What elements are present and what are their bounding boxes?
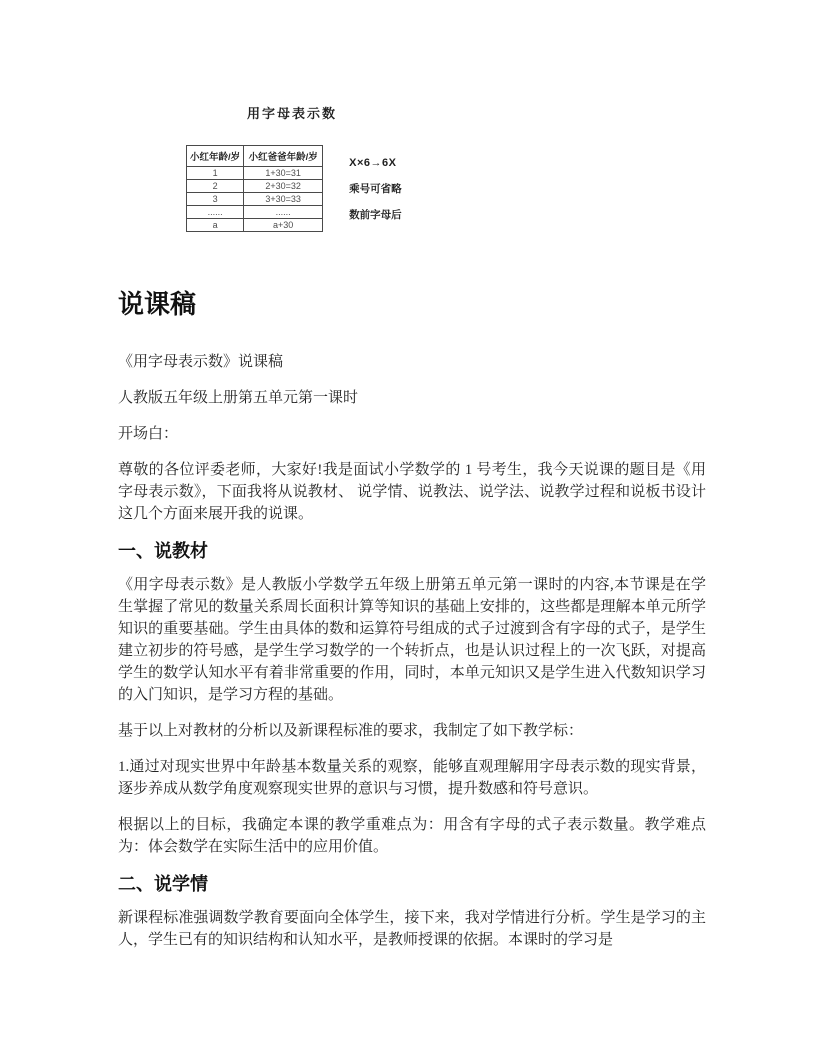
table-row (187, 167, 323, 180)
paragraph-material-2: 基于以上对教材的分析以及新课程标准的要求，我制定了如下教学标： (118, 723, 584, 739)
annotation-line: 乘号可省略 (349, 183, 402, 195)
table-cell: 1+30=31 (244, 167, 323, 180)
board-annotations (349, 157, 402, 233)
table-row (187, 180, 323, 193)
table-cell: 2 (187, 180, 244, 193)
table-row (187, 219, 323, 232)
paragraph-material-1: 《用字母表示数》是人教版小学数学五年级上册第五单元第一课时的内容,本节课是在学生掌握了常见的数量关系周长面积计算等知识的基础上安排的，这些都是理解本单元所学知识的重要基础。学生由具体的数和运算符号组成的式子过渡到含有字母的式子，是学生建立初步的符号感，是学生学习数学的一个转折点，也是认识过程上的一次飞跃，对提高学生的数学认知水平有着非常重要的作用，同时，本单元知识又是学生进入代数知识学习的入门知识，是学习方程的基础。 (118, 577, 706, 703)
paragraph-edition: 人教版五年级上册第五单元第一课时 (118, 390, 359, 406)
paragraph-learners-1: 新课程标准强调数学教育要面向全体学生，接下来，我对学情进行分析。学生是学习的主人，学生已有的知识结构和认知水平，是教师授课的依据。本课时的学习是 (118, 910, 706, 948)
paragraph-subtitle: 《用字母表示数》说课稿 (118, 354, 284, 370)
annotation-formula: X×6→6X (349, 157, 397, 169)
paragraph-opening-text: 尊敬的各位评委老师，大家好!我是面试小学数学的 1 号考生，我今天说课的题目是《用字母表示数》，下面我将从说教材、 说学情、说教法、说学法、说教学过程和说板书设计这几个方面来展开我的说课。 (118, 462, 706, 522)
table-row (187, 206, 323, 219)
document-title: 说课稿 (118, 289, 197, 319)
table-cell: ...... (187, 206, 244, 219)
annotation-line: 数前字母后 (349, 209, 402, 221)
table-cell: ...... (244, 206, 323, 219)
table-cell: 1 (187, 167, 244, 180)
age-relation-table (186, 145, 323, 232)
section-heading-learners: 二、说学情 (118, 874, 208, 894)
blackboard-design-image (170, 103, 414, 233)
paragraph-material-4: 根据以上的目标，我确定本课的教学重难点为：用含有字母的式子表示数量。教学难点为：体会数学在实际生活中的应用价值。 (118, 817, 706, 855)
table-cell: 3 (187, 193, 244, 206)
paragraph-material-3: 1.通过对现实世界中年龄基本数量关系的观察，能够直观理解用字母表示数的现实背景，逐步养成从数学角度观察现实世界的意识与习惯，提升数感和符号意识。 (118, 759, 706, 797)
table-header-col2: 小红爸爸年龄/岁 (244, 146, 323, 167)
table-cell: 3+30=33 (244, 193, 323, 206)
board-image-title: 用字母表示数 (246, 106, 337, 121)
table-cell: 2+30=32 (244, 180, 323, 193)
table-header-row (187, 146, 323, 167)
table-row (187, 193, 323, 206)
table-cell: a (187, 219, 244, 232)
table-cell: a+30 (244, 219, 323, 232)
board-image-content (170, 145, 414, 233)
table-header-col1: 小红年龄/岁 (187, 146, 244, 167)
paragraph-opening-label: 开场白： (118, 426, 179, 442)
section-heading-material: 一、说教材 (118, 541, 208, 561)
